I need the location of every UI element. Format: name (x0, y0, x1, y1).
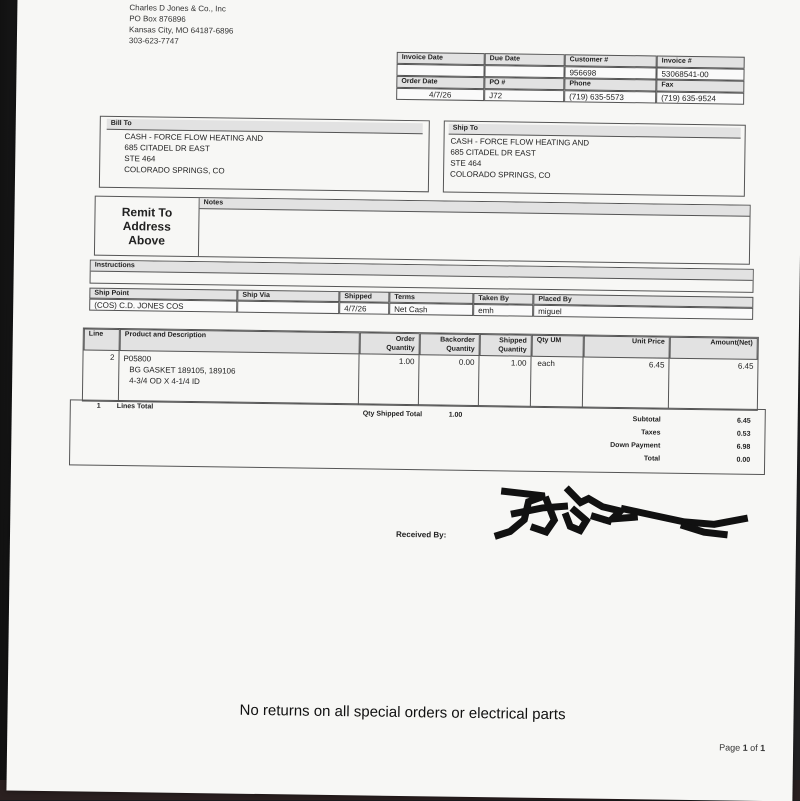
invoice-paper (6, 0, 800, 801)
invoice-number-value: 53068541-00 (656, 67, 744, 80)
bill-to-line-4: COLORADO SPRINGS, CO (124, 165, 225, 176)
terms-value: Net Cash (389, 303, 473, 316)
footer-note: No returns on all special orders or electrical parts (239, 701, 566, 724)
taxes-label: Taxes (641, 429, 661, 437)
order-date-label: Order Date (396, 76, 484, 89)
due-date-label: Due Date (485, 53, 565, 66)
ship-via-value (237, 301, 339, 314)
ship-via-label: Ship Via (237, 290, 339, 302)
placed-by-label: Placed By (533, 294, 753, 308)
col-backorder-header (420, 333, 480, 356)
col-order-qty-header (360, 332, 420, 355)
lines-total-label: Lines Total (116, 402, 154, 411)
po-number-value: J72 (484, 89, 564, 102)
ship-point-value: (COS) C.D. JONES COS (89, 299, 237, 313)
po-number-label: PO # (484, 77, 564, 90)
col-amount-header: Amount(Net) (670, 337, 758, 360)
col-backorder-header-line-1: Backorder (440, 336, 475, 344)
qty-shipped-total-value: 1.00 (448, 411, 463, 419)
remit-notes-box (94, 196, 751, 265)
company-block (129, 2, 234, 47)
col-unit-price-header: Unit Price (584, 335, 670, 358)
taken-by-label: Taken By (473, 293, 533, 305)
taxes-value: 0.53 (736, 430, 751, 438)
row-shipped-qty: 1.00 (479, 356, 532, 407)
signature-image (484, 479, 755, 553)
ship-to-address (450, 136, 589, 182)
invoice-number-label: Invoice # (657, 55, 745, 68)
qty-shipped-total-label: Qty Shipped Total (362, 410, 423, 419)
page-total: 1 (760, 742, 766, 754)
company-address-1: PO Box 876896 (129, 14, 186, 24)
col-product-header: Product and Description (120, 329, 360, 354)
customer-number-value: 956698 (564, 66, 656, 79)
bill-to-line-1: CASH - FORCE FLOW HEATING AND (124, 132, 264, 143)
remit-line-2: Address (122, 219, 171, 234)
company-name: Charles D Jones & Co., Inc (129, 3, 226, 14)
placed-by-value: miguel (533, 305, 753, 320)
col-shipped-header-line-2: Quantity (498, 346, 527, 354)
remit-to-block (95, 197, 200, 256)
ship-to-line-2: 685 CITADEL DR EAST (450, 147, 536, 158)
terms-label: Terms (389, 292, 473, 304)
row-product-code: P05800 (123, 354, 152, 364)
bill-to-address (124, 131, 263, 177)
subtotal-value: 6.45 (736, 417, 751, 425)
bill-to-line-3: STE 464 (124, 154, 156, 164)
received-by-label: Received By: (395, 529, 447, 540)
phone-value: (719) 635-5573 (564, 90, 656, 103)
ship-to-line-1: CASH - FORCE FLOW HEATING AND (450, 136, 590, 148)
col-shipped-header-line-1: Shipped (499, 337, 527, 345)
company-address-2: Kansas City, MO 64187-6896 (129, 25, 234, 36)
page-label: Page (719, 742, 741, 753)
taken-by-value: emh (473, 304, 533, 317)
shipped-value: 4/7/26 (339, 302, 389, 315)
ship-to-line-3: STE 464 (450, 158, 482, 169)
row-unit-price: 6.45 (583, 357, 670, 408)
page-of: of (750, 742, 758, 753)
total-label: Total (643, 455, 661, 463)
row-product-desc-1: BG GASKET 189105, 189106 (129, 365, 236, 376)
down-payment-value: 6.98 (736, 443, 751, 451)
total-value: 0.00 (736, 456, 751, 464)
down-payment-label: Down Payment (610, 441, 661, 450)
shipped-label: Shipped (339, 291, 389, 303)
company-phone: 303-623-7747 (128, 36, 179, 46)
col-order-qty-header-line-1: Order (395, 335, 415, 344)
due-date-value (484, 65, 564, 78)
page-indicator (719, 742, 765, 753)
col-shipped-header (480, 334, 532, 357)
order-date-value: 4/7/26 (396, 88, 484, 101)
notes-label: Notes (200, 198, 750, 217)
ship-to-line-4: COLORADO SPRINGS, CO (450, 169, 551, 181)
col-qty-um-header: Qty UM (532, 335, 584, 358)
row-backorder-qty: 0.00 (419, 355, 480, 406)
lines-count: 1 (96, 402, 101, 410)
bill-to-label: Bill To (107, 119, 423, 134)
remit-line-1: Remit To (121, 205, 173, 220)
fax-label: Fax (656, 79, 744, 92)
row-order-qty: 1.00 (359, 354, 420, 405)
fax-value: (719) 635-9524 (656, 91, 744, 104)
totals-box (69, 399, 766, 475)
col-order-qty-header-line-2: Quantity (386, 344, 415, 353)
items-table (82, 327, 759, 410)
col-backorder-header-line-2: Quantity (446, 345, 475, 353)
bill-to-box (99, 116, 430, 193)
row-product (119, 351, 360, 404)
col-line-header: Line (84, 329, 120, 352)
customer-number-label: Customer # (565, 54, 657, 67)
phone-label: Phone (564, 78, 656, 91)
row-product-desc-2: 4-3/4 OD X 4-1/4 ID (129, 376, 200, 387)
page-current: 1 (742, 742, 748, 753)
ship-point-label: Ship Point (89, 288, 237, 301)
bill-to-line-2: 685 CITADEL DR EAST (124, 143, 210, 154)
row-qty-um: each (531, 357, 584, 408)
ship-to-label: Ship To (449, 124, 741, 139)
row-line-number: 2 (83, 351, 120, 401)
subtotal-label: Subtotal (632, 416, 661, 424)
row-amount: 6.45 (737, 361, 754, 371)
instructions-label: Instructions (91, 261, 753, 281)
ship-to-box (443, 121, 746, 197)
remit-line-3: Above (128, 233, 166, 248)
invoice-date-label: Invoice Date (397, 52, 485, 65)
instructions-box (90, 260, 754, 293)
